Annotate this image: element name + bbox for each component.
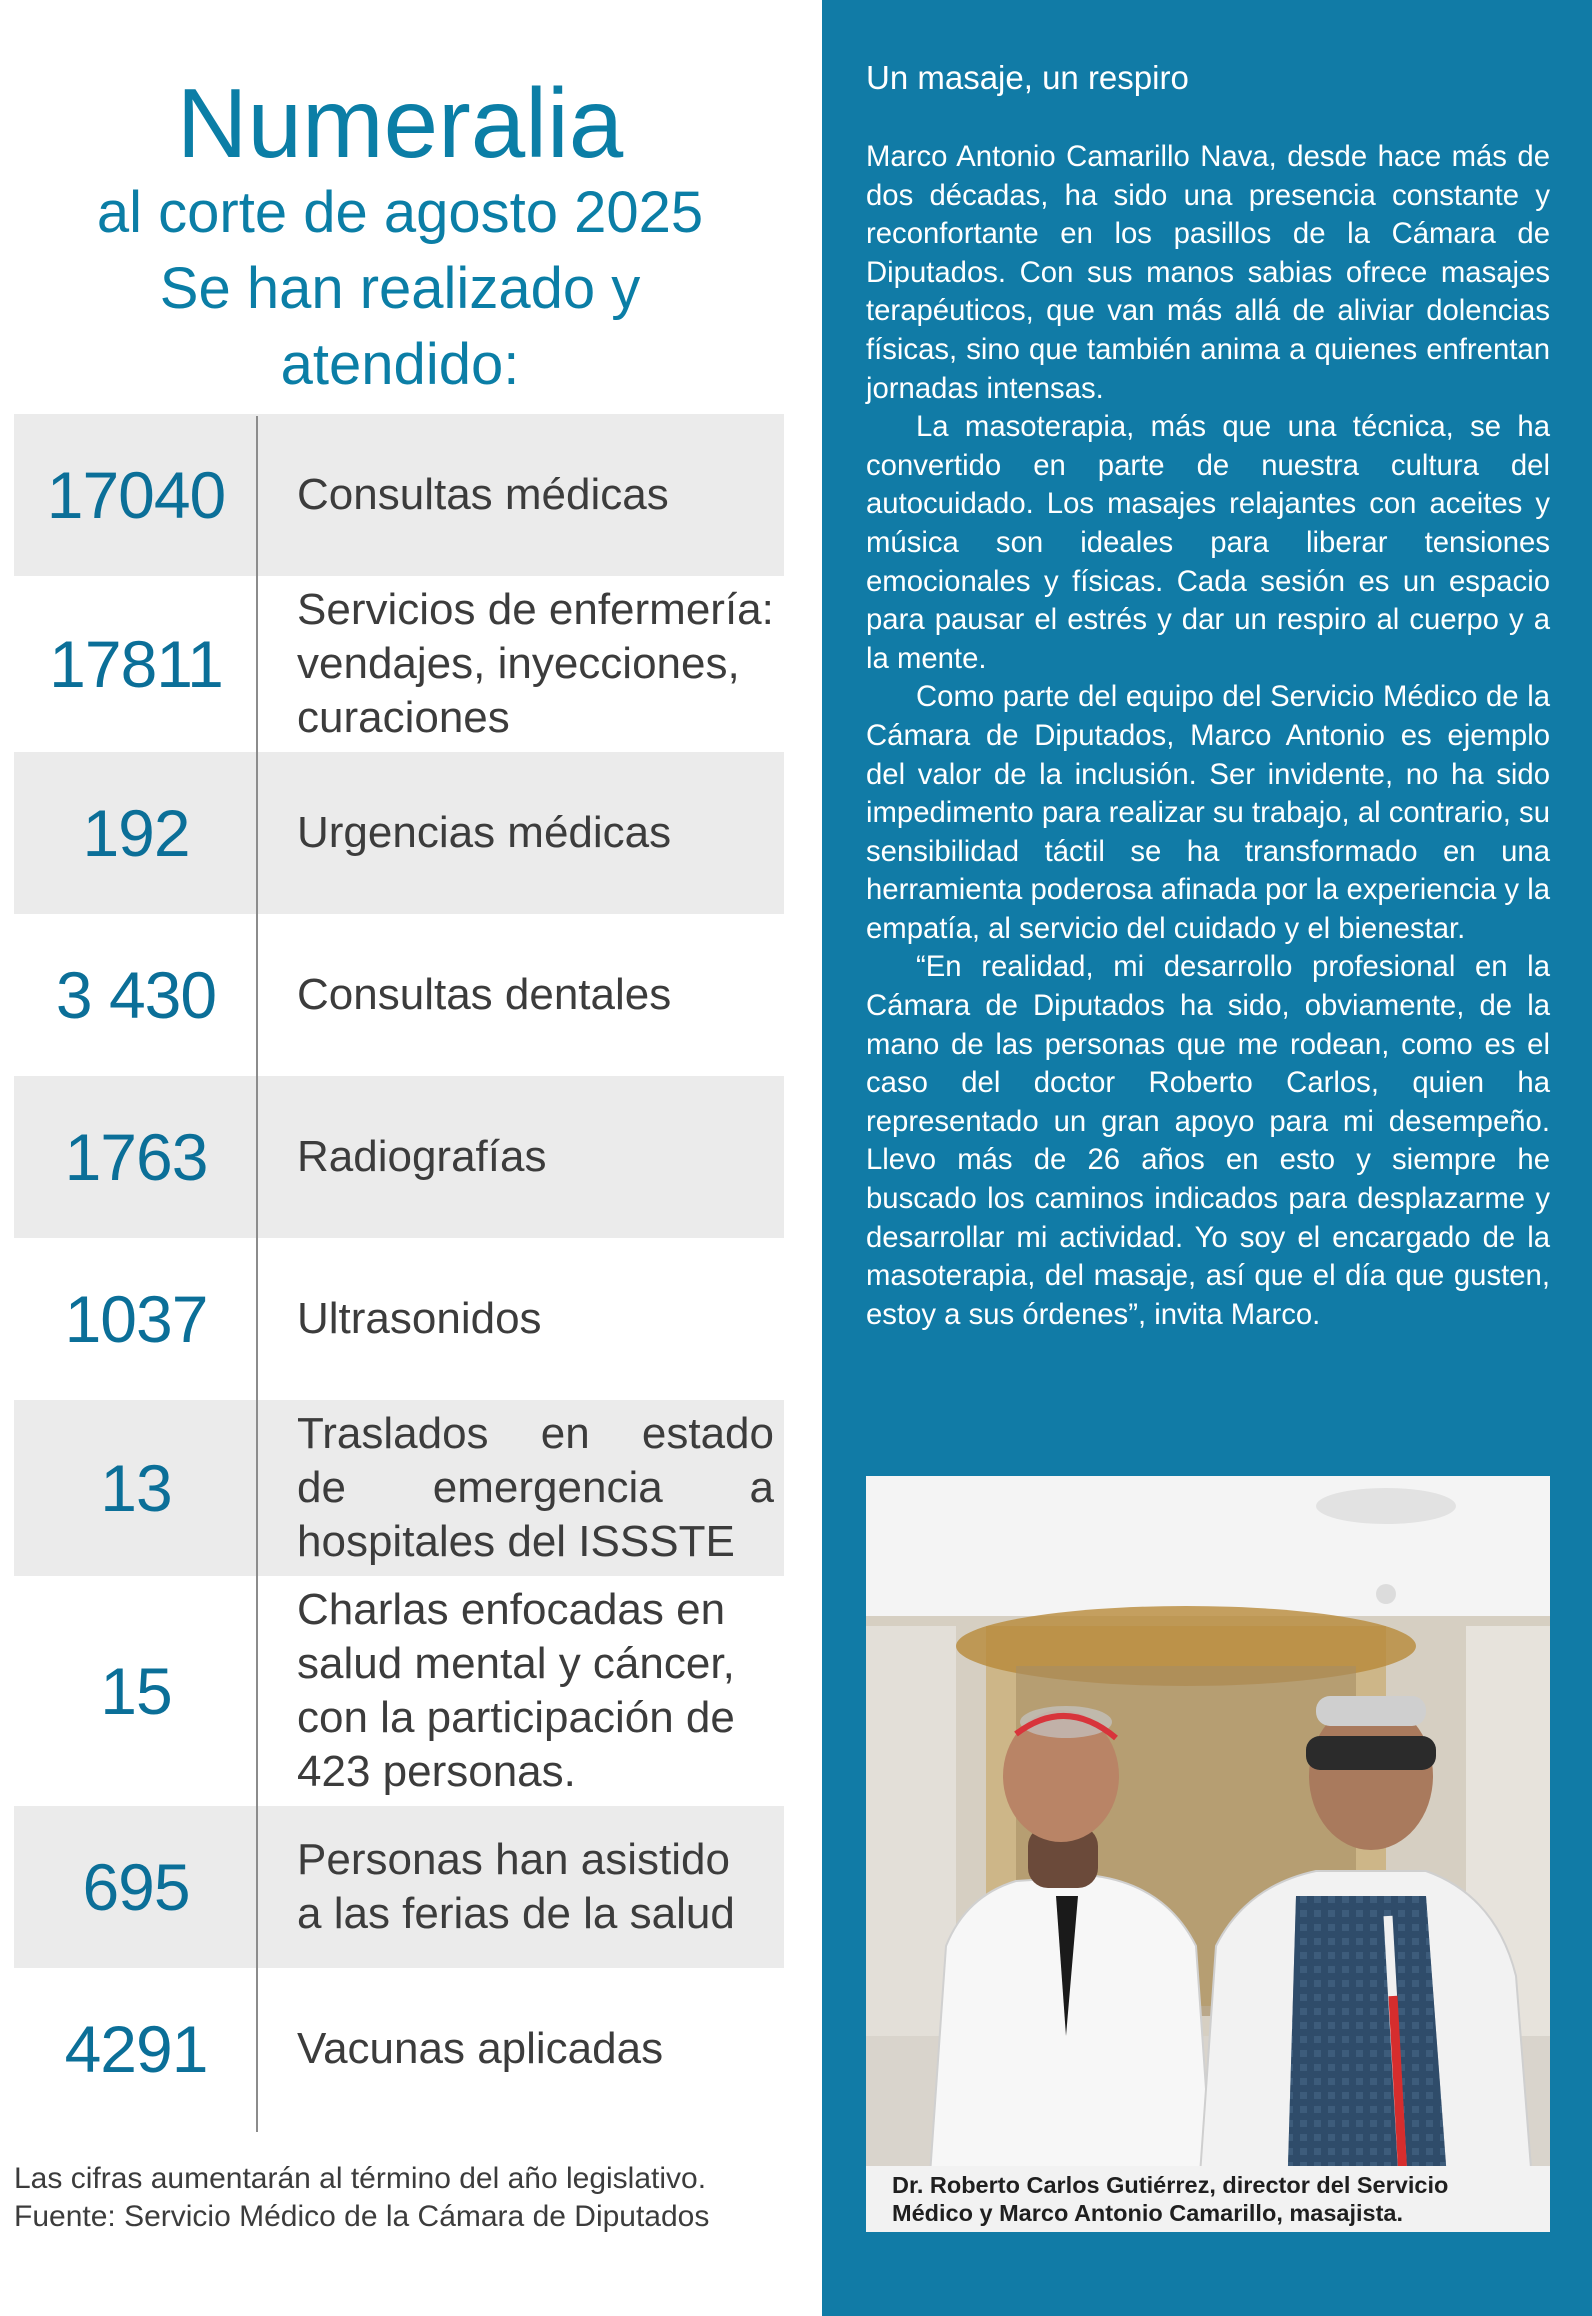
article-paragraph: Como parte del equipo del Servicio Médico de la Cámara de Diputados, Marco Antonio es ejemplo del valor de la inclusión. Ser invidente, no ha sido impedimento para realizar su trabajo, al contrario, su sensibilidad táctil se ha transformado en una herramienta poderosa afinada por la experiencia y la empatía, al servicio del cuidado y el bienestar. (866, 680, 1551, 945)
stat-value: 17040 (46, 458, 226, 532)
stat-label: Traslados en estado de emergencia a hospitales del ISSSTE (297, 1409, 774, 1566)
stats-table (14, 414, 784, 2134)
stat-value: 1037 (64, 1282, 208, 1356)
footnote: Las cifras aumentarán al término del año legislativo. (14, 2162, 707, 2195)
article-photo (866, 1476, 1550, 2232)
stat-label: Personas han asistido a las ferias de la salud (297, 1835, 735, 1938)
subtitle-line-1: al corte de agosto 2025 (96, 180, 704, 245)
page-title: Numeralia (176, 68, 624, 178)
stat-value: 3 430 (55, 958, 217, 1032)
stat-row-radiografias (14, 1076, 784, 1238)
article-body (866, 138, 1550, 1334)
stat-row-consultas-medicas (14, 414, 784, 576)
stat-label: Urgencias médicas (297, 808, 672, 857)
table-divider (256, 416, 258, 2132)
stat-value: 17811 (49, 627, 223, 701)
stat-value: 192 (82, 796, 190, 870)
article-panel (822, 0, 1592, 2316)
stat-value: 695 (82, 1850, 190, 1924)
stat-label: Consultas médicas (297, 470, 669, 519)
article-paragraph: “En realidad, mi desarrollo profesional en la Cámara de Diputados ha sido, obviamente, de la mano de las personas que me rodean, como es el caso del doctor Roberto Carlos, quien ha representado un gran apoyo para mi desempeño. Llevo más de 26 años en esto y siempre he buscado los caminos indicados para desplazarme y desarrollar mi actividad. Yo soy el encargado de la masoterapia, del masaje, así que el día que gusten, estoy a sus órdenes”, invita Marco. (866, 950, 1550, 1331)
stat-label: Charlas enfocadas en salud mental y cáncer, con la participación de 423 personas. (297, 1585, 735, 1796)
stat-value: 1763 (64, 1120, 208, 1194)
stat-value: 4291 (64, 2012, 208, 2086)
stat-row-traslados (14, 1400, 784, 1576)
subtitle-line-3: atendido: (280, 332, 520, 397)
article-paragraph: Marco Antonio Camarillo Nava, desde hace más de dos décadas, ha sido una presencia constante y reconfortante en los pasillos de la Cámara de Diputados. Con sus manos sabias ofrece masajes terapéuticos, que van más allá de aliviar dolencias físicas, sino que también anima a quienes enfrentan jornadas intensas. (866, 140, 1550, 405)
article-paragraph: La masoterapia, más que una técnica, se ha convertido en parte de nuestra cultura del autocuidado. Los masajes relajantes con aceites y música son ideales para liberar tensiones emocionales y físicas. Cada sesión es un espacio para pausar el estrés y dar un respiro al cuerpo y a la mente. (866, 410, 1550, 675)
photo-illustration (866, 1476, 1550, 2232)
stat-row-ultrasonidos (14, 1238, 784, 1400)
stat-row-urgencias (14, 752, 784, 914)
stat-label: Servicios de enfermería: vendajes, inyecciones, curaciones (297, 585, 774, 742)
stat-label: Vacunas aplicadas (297, 2024, 664, 2073)
stat-value: 13 (100, 1451, 172, 1525)
stat-row-enfermeria (14, 576, 784, 752)
stat-row-vacunas (14, 1968, 784, 2130)
subtitle-line-2: Se han realizado y (159, 256, 641, 321)
stat-row-ferias (14, 1806, 784, 1968)
stat-label: Radiografías (297, 1132, 547, 1181)
stat-row-dentales (14, 914, 784, 1076)
stat-label: Ultrasonidos (297, 1294, 542, 1343)
article-title: Un masaje, un respiro (866, 59, 1189, 96)
stat-row-charlas (14, 1576, 784, 1806)
stat-value: 15 (100, 1654, 172, 1728)
stat-label: Consultas dentales (297, 970, 672, 1019)
source-note: Fuente: Servicio Médico de la Cámara de Diputados (14, 2200, 710, 2233)
photo-caption: Dr. Roberto Carlos Gutiérrez, director del Servicio Médico y Marco Antonio Camarillo, masajista. (866, 2166, 1550, 2232)
